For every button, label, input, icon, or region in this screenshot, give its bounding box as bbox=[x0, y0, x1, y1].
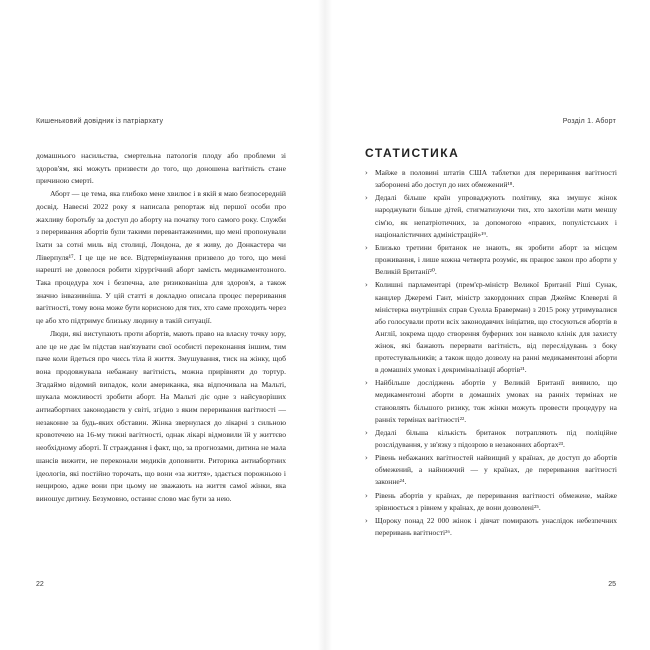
right-page bbox=[325, 0, 650, 650]
paragraph: домашнього насильства, смертельна патологія плоду або проблеми зі здоров'ям, які можуть призвести до того, що доношена вагітність стане причиною смерті. bbox=[36, 151, 286, 186]
book-gutter bbox=[318, 0, 332, 650]
chevron-right-icon: › bbox=[365, 194, 368, 203]
left-body-text bbox=[36, 150, 286, 506]
chevron-right-icon: › bbox=[365, 169, 368, 177]
paragraph: Люди, які виступають проти абортів, мають право на власну точку зору, але це не дає їм підстав нав'язувати свої особисті переконання іншим, тим паче коли йдеться про чиєсь тіла й життя. Змушування, тиск на жінку, щоб вона продовжувала небажану вагітність, можна прирівняти до тортур. Згадаймо відомий випадок, коли американка, яка відпочивала на Мальті, шукала можливості зробити аборт. На Мальті діє одне з найсуворіших антиабортних законодавств у світі, згідно з яким переривання вагітності — незаконне за будь-яких обставин. Жінка звернулася до лікарні з сильною кровотечею на 16-му тижні вагітності, однак лікарі відмовили їй у життєво необхідному аборті. Її страждання і факт, що, за прогнозами, дитина не мала шансів вижити, не переконали медиків доповнити. Риторика антиабортних ідеологів, які постійно торочать, що вони «за життя», здається порожньою і нещирою, адже вони при цьому не зважають на життя самої жінки, яка виношує дитину. Безумовно, останнє слово має бути за нею. bbox=[36, 328, 286, 503]
chevron-right-icon: › bbox=[365, 428, 368, 437]
list-item-text: Рівень небажаних вагітностей найвищий у країнах, де доступ до абортів обмежений, а найнижчий — у країнах, де переривання вагітності законне²⁴. bbox=[375, 453, 617, 487]
list-item bbox=[365, 490, 617, 514]
page-number-left: 22 bbox=[36, 581, 44, 588]
list-item-text: Щороку понад 22 000 жінок і дівчат помирають унаслідок небезпечних переривань вагітності²⁶. bbox=[375, 516, 617, 538]
section-title: СТАТИСТИКА bbox=[365, 146, 460, 160]
list-item-text: Колишні парламентарі (прем'єр-міністр Великої Британії Ріші Сунак, канцлер Джеремі Гант, міністр закордонних справ Джеймс Клеверлі й міністерка внутрішніх справ Суелла Браверман) з 2015 року утримувалися або голосували проти всіх законодавчих ініціатив, що стосуються абортів в Англії, зокрема щодо створення буферних зон навколо клінік для захисту жінок, які бажають перервати вагітність, від переслідувань з боку протестувальників; а також щодо дозволу на ранні медикаментозні аборти в домашніх умовах і декриміналізації абортів²¹. bbox=[375, 280, 617, 375]
chevron-right-icon: › bbox=[365, 491, 368, 500]
list-item-text: Рівень абортів у країнах, де переривання вагітності обмежене, майже зрівнюється з рівнем у країнах, де вони дозволені²⁵. bbox=[375, 490, 617, 512]
chevron-right-icon: › bbox=[365, 454, 368, 463]
list-item bbox=[365, 515, 617, 539]
list-item-text: Дедалі більша кількість британок потрапляють під поліційне розслідування, у зв'язку з підозрою в незаконних абортах²³. bbox=[375, 427, 617, 449]
statistics-list bbox=[365, 167, 617, 541]
running-head-left: Кишеньковий довідник із патріархату bbox=[36, 118, 164, 125]
list-item bbox=[365, 279, 617, 376]
list-item bbox=[365, 167, 617, 191]
running-head-right: Розділ 1. Аборт bbox=[562, 118, 616, 125]
paragraph: Аборт — це тема, яка глибоко мене хвилює і в якій я маю безпосередній досвід. Навесні 2022 року я написала репортаж від першої особи про жахливу боротьбу за доступ до аборту на початку того самого року. Служби з переривання абортів були такими перевантаженими, що мені пропонували їхати за сотні миль від столиці, Лондона, де я живу, до Донкастера чи Ліверпуля¹⁷. І це ще не все. Відтермінування призвело до того, що мені нарешті не довелося робити хірургічний аборт замість медикаментозного. Така процедура хоч і безпечна, але ризикованіша для здоров'я, а також значно інвазивніша. У цій статті я докладно описала процес переривання вагітності, тому вона може бути корисною для тих, хто саме проходить через це або хто підтримує близьку людину в такій ситуації. bbox=[36, 189, 286, 326]
list-item bbox=[365, 427, 617, 451]
chevron-right-icon: › bbox=[365, 517, 368, 526]
list-item bbox=[365, 377, 617, 425]
list-item bbox=[365, 452, 617, 488]
list-item-text: Найбільше досліджень абортів у Великій Британії виявило, що медикаментозні аборти в домашніх умовах на ранніх термінах не становлять більшого ризику, тож жінки можуть провести процедуру на ранніх термінах вагітності²². bbox=[375, 378, 617, 424]
chevron-right-icon: › bbox=[365, 379, 368, 388]
list-item bbox=[365, 242, 617, 278]
list-item-text: Дедалі більше країн упроваджують політику, яка змушує жінок народжувати більше дітей, стигматизуючи тих, хто захотіли мати меншу сім'ю, як непатріотичних, за допомогою «правих, популістських і націоналістичних адміністрацій»¹⁹. bbox=[375, 193, 617, 239]
list-item bbox=[365, 192, 617, 240]
chevron-right-icon: › bbox=[365, 243, 368, 252]
list-item-text: Близько третини британок не знають, як зробити аборт за місцем проживання, і лише кожна четверта розуміє, як працює закон про аборти у Великій Британії²⁰. bbox=[375, 242, 617, 277]
page-number-right: 25 bbox=[608, 581, 616, 588]
chevron-right-icon: › bbox=[365, 281, 368, 290]
list-item-text: Майже в половині штатів США таблетки для переривання вагітності заборонені або доступ до них обмежений¹⁸. bbox=[375, 168, 617, 190]
